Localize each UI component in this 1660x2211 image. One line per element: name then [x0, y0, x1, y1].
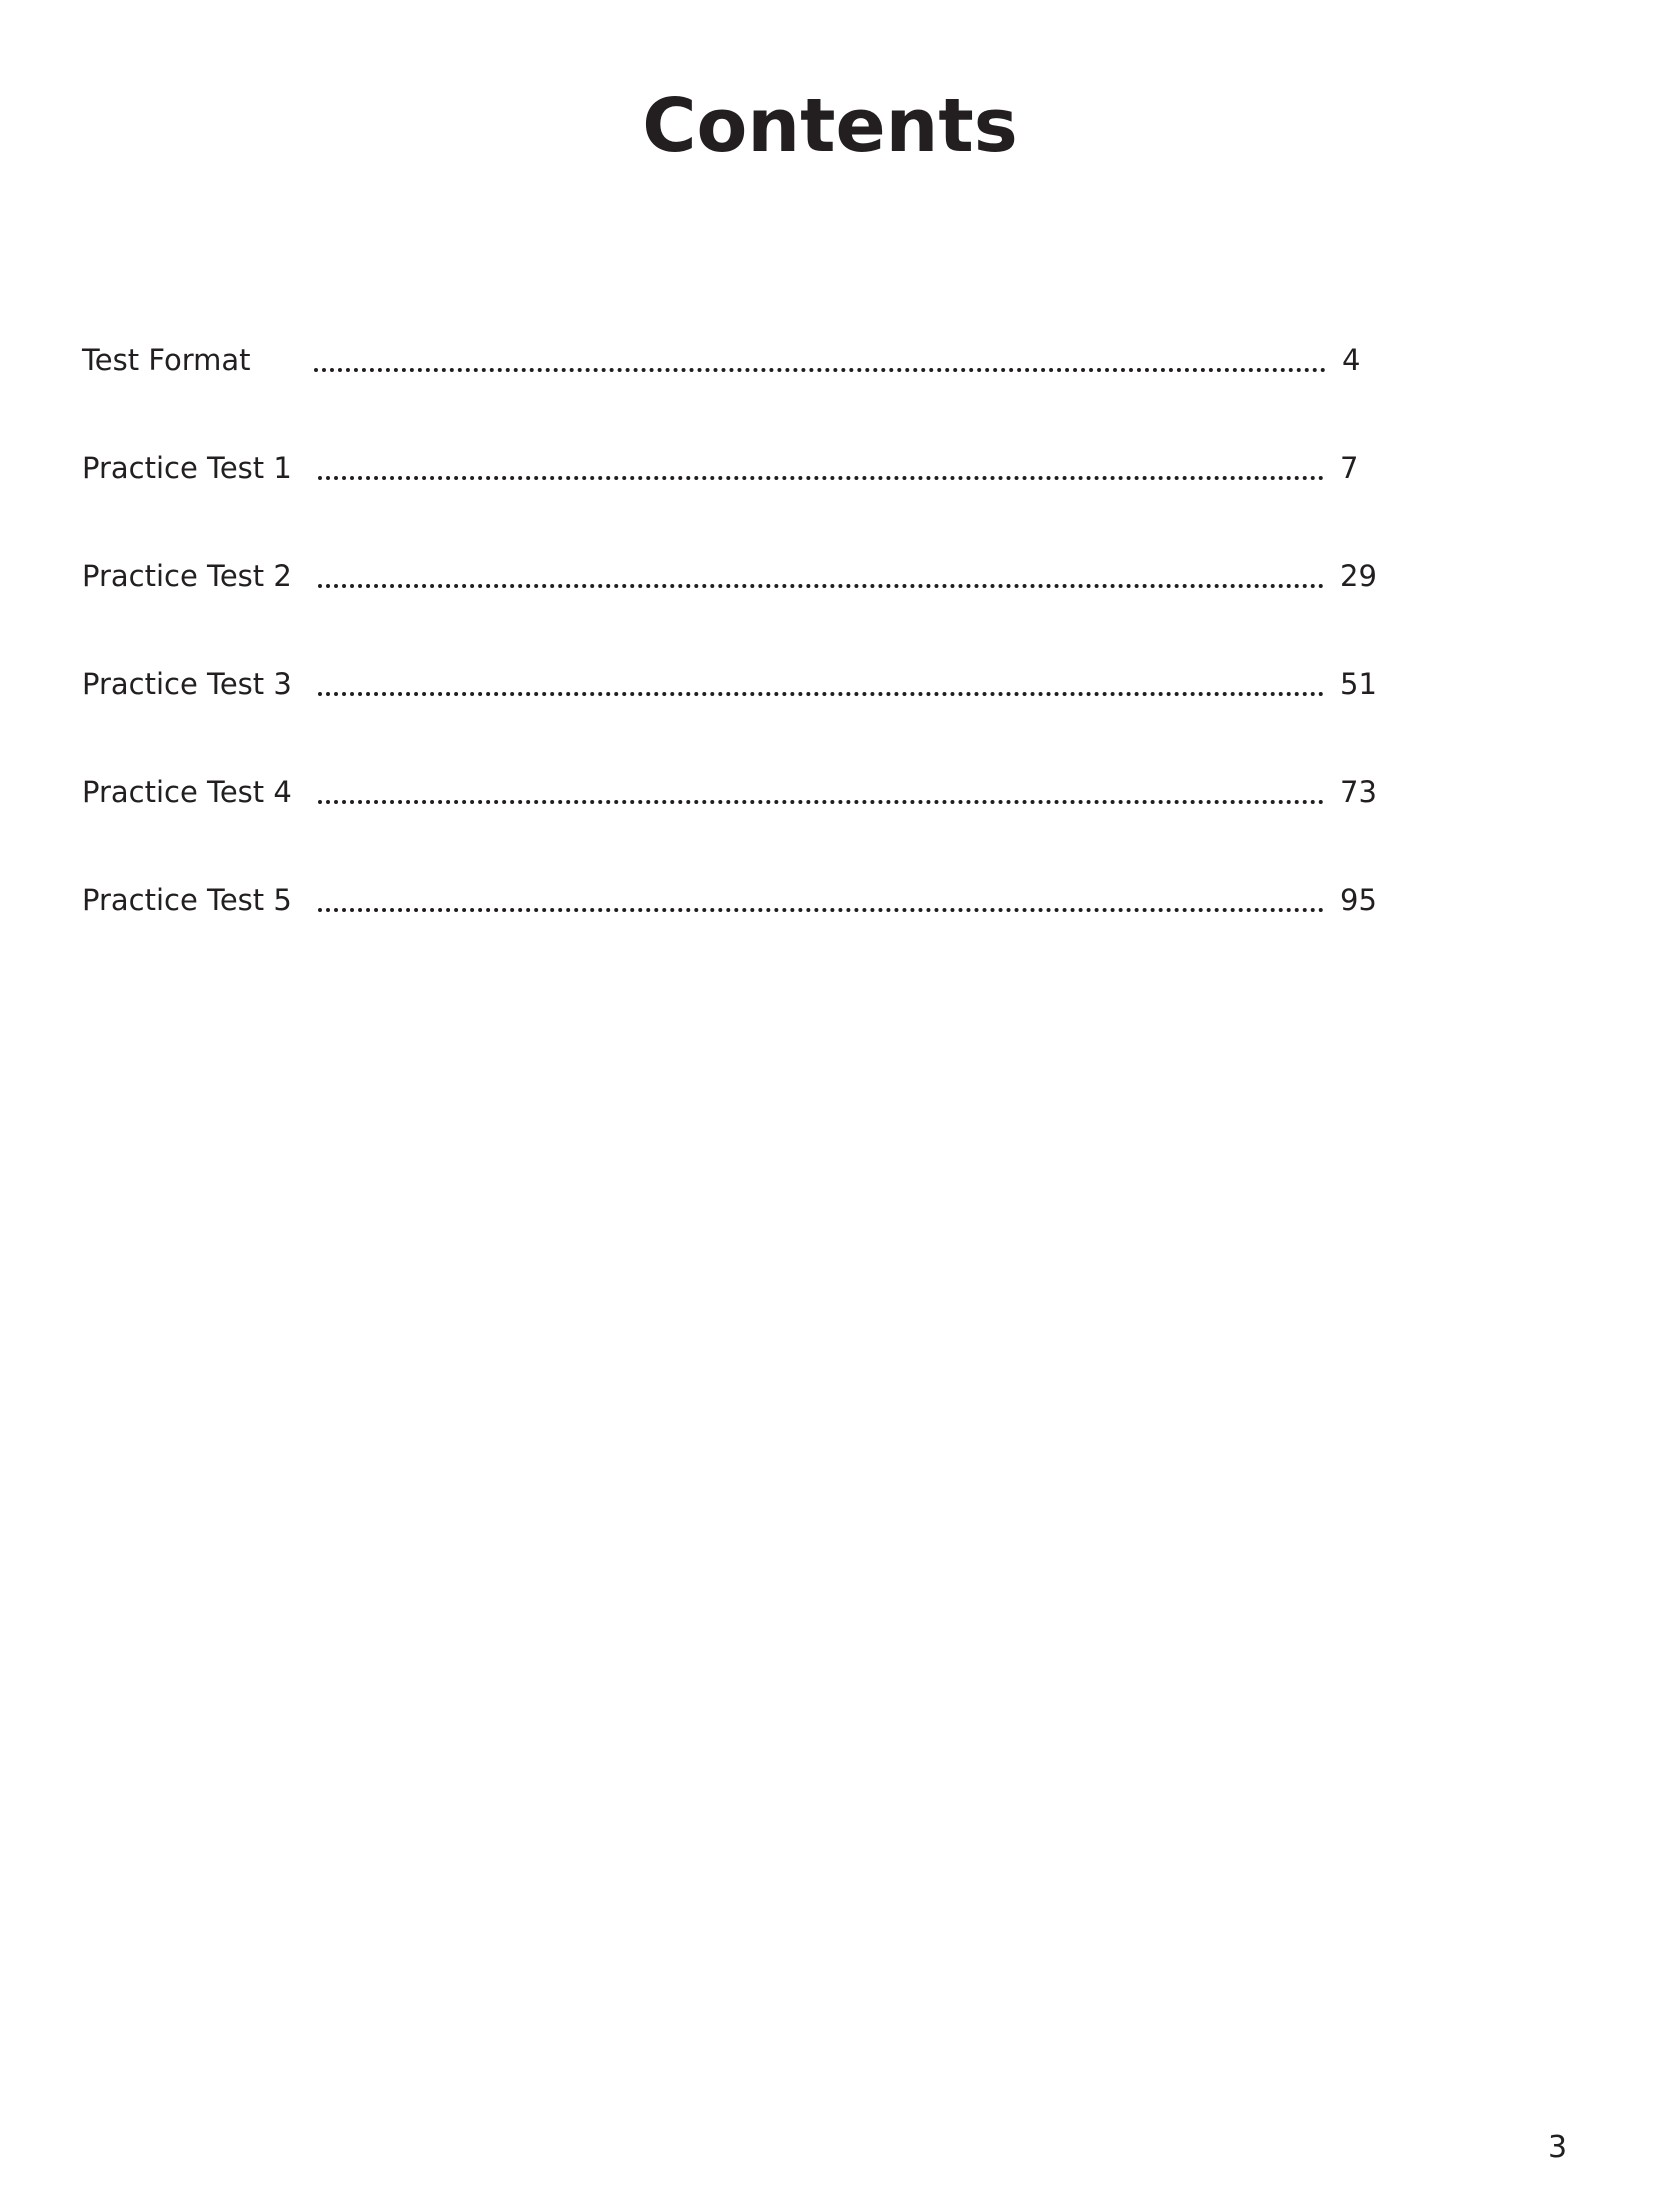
toc-entry-test-format	[82, 340, 1382, 380]
toc-dot-leader	[318, 584, 1324, 588]
toc-entry-label: Practice Test 2	[82, 559, 292, 593]
toc-entry-page: 4	[1342, 343, 1361, 377]
toc-entry-page: 7	[1340, 451, 1359, 485]
toc-entry-practice-test-4	[82, 772, 1382, 812]
toc-entry-label: Practice Test 1	[82, 451, 292, 485]
toc-entry-practice-test-1	[82, 448, 1382, 488]
toc-entry-label: Practice Test 5	[82, 883, 292, 917]
toc-entry-page: 95	[1340, 883, 1377, 917]
toc-entry-label: Practice Test 3	[82, 667, 292, 701]
toc-entry-practice-test-2	[82, 556, 1382, 596]
toc-entry-label: Test Format	[82, 343, 251, 377]
toc-entry-practice-test-5	[82, 880, 1382, 920]
toc-dot-leader	[318, 476, 1324, 480]
page-number: 3	[1548, 2130, 1568, 2165]
toc-entry-page: 29	[1340, 559, 1377, 593]
toc-dot-leader	[318, 908, 1324, 912]
toc-dot-leader	[318, 800, 1324, 804]
toc-entry-page: 73	[1340, 775, 1377, 809]
toc-entry-practice-test-3	[82, 664, 1382, 704]
toc-entry-label: Practice Test 4	[82, 775, 292, 809]
page-title: Contents	[642, 83, 1018, 169]
toc-dot-leader	[318, 692, 1324, 696]
toc-dot-leader	[314, 368, 1326, 372]
toc-entry-page: 51	[1340, 667, 1377, 701]
